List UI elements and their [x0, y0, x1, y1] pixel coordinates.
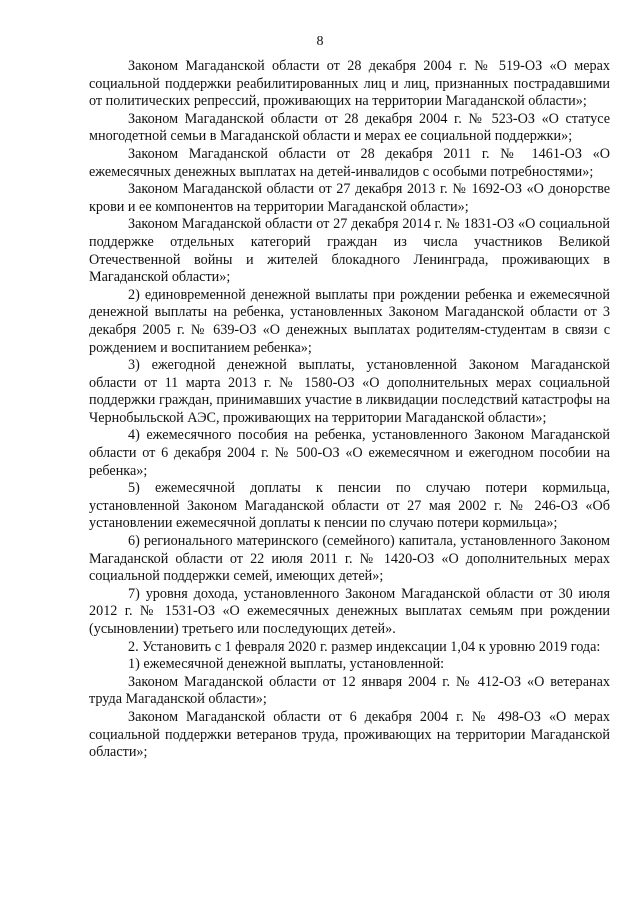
paragraph: Законом Магаданской области от 28 декабря 2011 г. № 1461-ОЗ «О ежемесячных денежных выплатах на детей-инвалидов с особыми потребностями»; [89, 145, 610, 180]
paragraph: Законом Магаданской области от 27 декабря 2014 г. № 1831-ОЗ «О социальной поддержке отдельных категорий граждан из числа участников Великой Отечественной войны и жителей блокадного Ленинграда, проживающих в Магаданской области»; [89, 216, 610, 286]
paragraph: 2. Установить с 1 февраля 2020 г. размер индексации 1,04 к уровню 2019 года: [128, 638, 601, 655]
paragraph: Законом Магаданской области от 27 декабря 2013 г. № 1692-ОЗ «О донорстве крови и ее компонентов на территории Магаданской области»; [89, 181, 610, 215]
paragraph: Законом Магаданской области от 12 января 2004 г. № 412-ОЗ «О ветеранах труда Магаданской области»; [89, 673, 610, 708]
paragraph: 3) ежегодной денежной выплаты, установленной Законом Магаданской области от 11 марта 2013 г. № 1580-ОЗ «О дополнительных мерах социальной поддержки граждан, принимавших участие в ликвидации последствий катастрофы на Чернобыльской АЭС, проживающих на территории Магаданской области»; [89, 357, 610, 426]
page-number: 8 [316, 34, 324, 49]
paragraph: Законом Магаданской области от 28 декабря 2004 г. № 523-ОЗ «О статусе многодетной семьи в Магаданской области и мерах ее социальной поддержки»; [89, 110, 610, 145]
paragraph: 6) регионального материнского (семейного) капитала, установленного Законом Магаданской области от 22 июля 2011 г. № 1420-ОЗ «О дополнительных мерах социальной поддержки семей, имеющих детей»; [89, 533, 610, 585]
paragraph: 1) ежемесячной денежной выплаты, установленной: [128, 656, 445, 673]
paragraph: Законом Магаданской области от 6 декабря 2004 г. № 498-ОЗ «О мерах социальной поддержки ветеранов труда, проживающих на территории Магаданской области»; [89, 708, 610, 761]
paragraph: 7) уровня дохода, установленного Законом Магаданской области от 30 июля 2012 г. № 1531-ОЗ «О ежемесячных денежных выплатах семьям при рождении (усыновлении) третьего или последующих детей». [89, 585, 610, 637]
paragraph: 2) единовременной денежной выплаты при рождении ребенка и ежемесячной денежной выплаты на ребенка, установленных Законом Магаданской области от 3 декабря 2005 г. № 639-ОЗ «О денежных выплатах родителям-студентам в связи с рождением и воспитанием ребенка»; [89, 286, 610, 356]
document-body [89, 58, 610, 762]
paragraph: Законом Магаданской области от 28 декабря 2004 г. № 519-ОЗ «О мерах социальной поддержки реабилитированных лиц и лиц, признанных пострадавшими от политических репрессий, проживающих на территории Магаданской области»; [89, 58, 610, 110]
paragraph: 5) ежемесячной доплаты к пенсии по случаю потери кормильца, установленной Законом Магаданской области от 27 мая 2002 г. № 246-ОЗ «Об установлении ежемесячной доплаты к пенсии по случаю потери кормильца»; [89, 480, 610, 532]
paragraph: 4) ежемесячного пособия на ребенка, установленного Законом Магаданской области от 6 декабря 2004 г. № 500-ОЗ «О ежемесячном и ежегодном пособии на ребенка»; [89, 427, 610, 479]
